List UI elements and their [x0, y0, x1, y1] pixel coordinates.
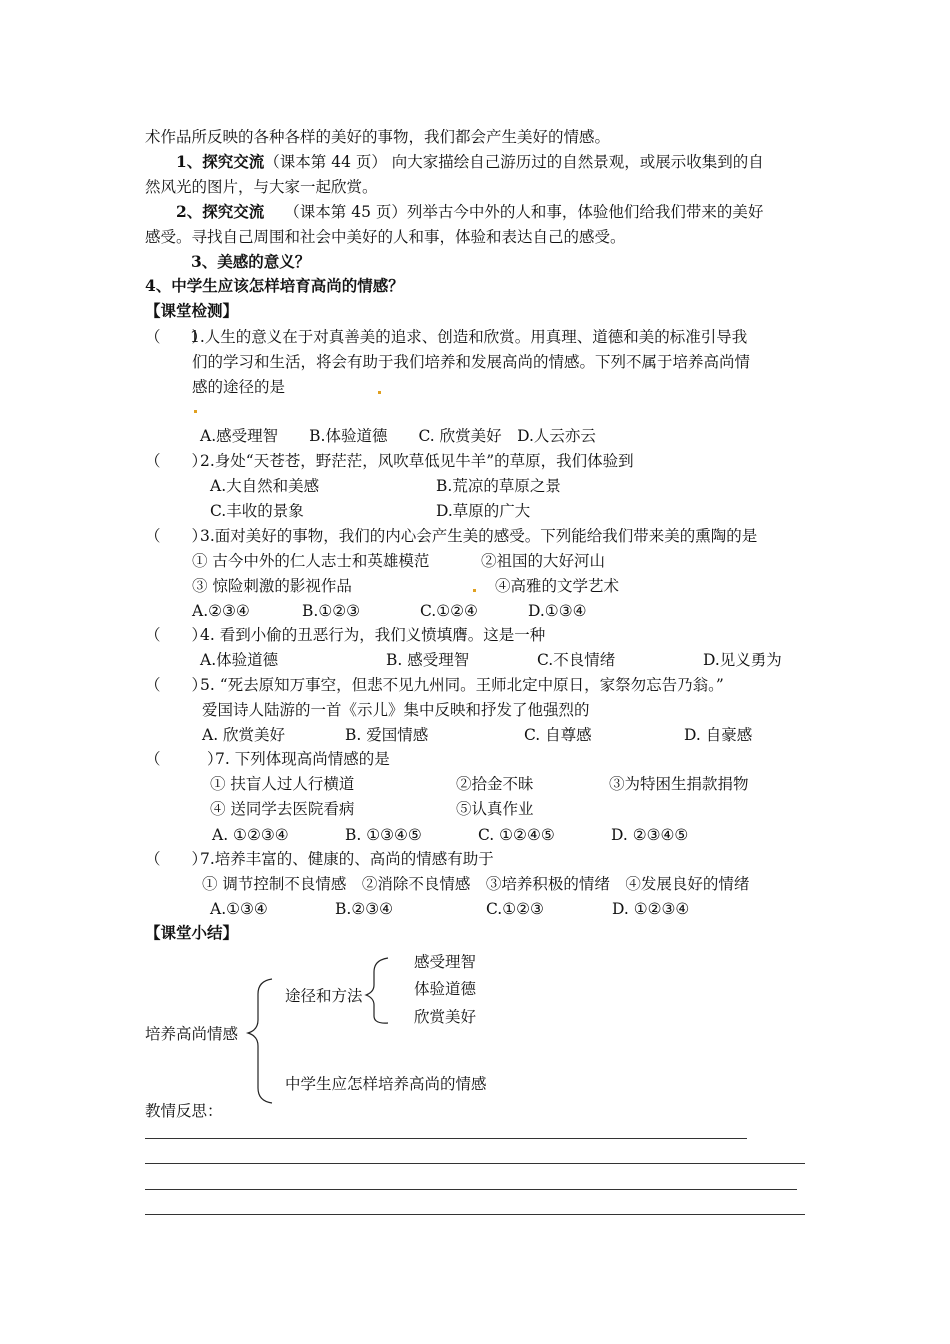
summary-leaf-morality: 体验道德 — [414, 980, 477, 998]
q5-option-b: B. 爱国情感 — [345, 726, 429, 744]
q3-option-c: C.①②④ — [420, 602, 478, 620]
reflection-label: 教情反思： — [145, 1102, 223, 1120]
q5-option-d: D. 自豪感 — [684, 726, 753, 744]
summary-branch-students: 中学生应怎样培养高尚的情感 — [285, 1075, 487, 1093]
question-aesthetic-meaning: 3、美感的意义？ — [191, 252, 311, 271]
summary-root: 培养高尚情感 — [145, 1025, 239, 1043]
q1-answer-blank[interactable]: （ ） — [145, 328, 208, 346]
q2-option-a: A.大自然和美感 — [210, 477, 320, 495]
q7-option-c: C.①②③ — [486, 900, 544, 918]
q6-stem: 7. 下列体现高尚情感的是 — [215, 750, 390, 768]
q6-option-b: B. ①③④⑤ — [345, 826, 422, 844]
q4-stem: 4. 看到小偷的丑恶行为，我们义愤填膺。这是一种 — [200, 626, 546, 644]
q5-stem-1: 5. “死去原知万事空，但悲不见九州同。王师北定中原日，家祭勿忘告乃翁。” — [200, 676, 724, 694]
q1-stem-1: 1.人生的意义在于对真善美的追求、创造和欣赏。用真理、道德和美的标准引导我 — [190, 328, 748, 346]
explore-cont-1: 然风光的图片，与大家一起欣赏。 — [145, 178, 378, 196]
q3-option-a: A.②③④ — [192, 602, 250, 620]
q6-item-4: ④ 送同学去医院看病 — [210, 800, 355, 818]
q5-option-a: A. 欣赏美好 — [202, 726, 286, 744]
q3-option-d: D.①③④ — [528, 602, 587, 620]
q5-option-c: C. 自尊感 — [524, 726, 592, 744]
q7-answer-blank[interactable]: （ ） — [145, 850, 208, 868]
q6-option-a: A. ①②③④ — [212, 826, 289, 844]
reflection-line[interactable] — [145, 1189, 797, 1190]
question-cultivate-emotion: 4、中学生应该怎样培育高尚的情感？ — [145, 276, 404, 295]
q4-option-a: A.体验道德 — [200, 651, 279, 669]
q4-answer-blank[interactable]: （ ） — [145, 626, 208, 644]
intro-line: 术作品所反映的各种各样的美好的事物，我们都会产生美好的情感。 — [145, 128, 611, 146]
summary-branch-methods: 途径和方法 — [285, 987, 363, 1005]
summary-leaf-reason: 感受理智 — [414, 953, 477, 971]
q2-option-d: D.草原的广大 — [436, 502, 531, 520]
explore-text-2: （课本第 45 页）列举古今中外的人和事，体验他们给我们带来的美好 — [284, 203, 764, 221]
q3-option-b: B.①②③ — [302, 602, 361, 620]
summary-leaf-beauty: 欣赏美好 — [414, 1008, 477, 1026]
q6-option-c: C. ①②④⑤ — [478, 826, 555, 844]
q3-stem: 3.面对美好的事物，我们的内心会产生美的感受。下列能给我们带来美的熏陶的是 — [200, 527, 758, 545]
reflection-line[interactable] — [145, 1214, 805, 1215]
q6-item-5: ⑤认真作业 — [456, 800, 534, 818]
q6-item-3: ③为特困生捐款捐物 — [609, 775, 749, 793]
q6-item-1: ① 扶盲人过人行横道 — [210, 775, 355, 793]
q4-option-d: D.见义勇为 — [703, 651, 782, 669]
q7-stem: 7.培养丰富的、健康的、高尚的情感有助于 — [200, 850, 494, 868]
q6-answer-blank[interactable]: （ ） — [145, 750, 223, 768]
q2-stem: 2.身处“天苍苍，野茫茫，风吹草低见牛羊”的草原，我们体验到 — [200, 452, 634, 470]
q3-item-3: ③ 惊险刺激的影视作品 — [192, 577, 352, 595]
q4-option-c: C.不良情绪 — [537, 651, 616, 669]
q1-stem-3: 感的途径的是 — [192, 378, 286, 396]
explore-label-2: 2、探究交流 — [176, 202, 265, 221]
q6-item-2: ②拾金不昧 — [456, 775, 534, 793]
reflection-line[interactable] — [145, 1138, 747, 1139]
q4-option-b: B. 感受理智 — [386, 651, 470, 669]
q3-item-2: ②祖国的大好河山 — [481, 552, 606, 570]
explore-text-1: （课本第 44 页） 向大家描绘自己游历过的自然景观，或展示收集到的自 — [264, 153, 764, 171]
q3-answer-blank[interactable]: （ ） — [145, 527, 208, 545]
summary-heading: 【课堂小结】 — [145, 923, 239, 942]
q7-option-a: A.①③④ — [210, 900, 268, 918]
q7-option-d: D. ①②③④ — [612, 900, 690, 918]
q7-option-b: B.②③④ — [335, 900, 394, 918]
explore-cont-2: 感受。寻找自己周围和社会中美好的人和事，体验和表达自己的感受。 — [145, 228, 626, 246]
explore-label-1: 1、探究交流 — [176, 152, 265, 171]
q3-item-4: ④高雅的文学艺术 — [495, 577, 620, 595]
q2-answer-blank[interactable]: （ ） — [145, 452, 208, 470]
q6-option-d: D. ②③④⑤ — [611, 826, 689, 844]
reflection-line[interactable] — [145, 1163, 805, 1164]
q1-options: A.感受理智 B.体验道德 C. 欣赏美好 D.人云亦云 — [200, 427, 596, 445]
q5-stem-2: 爱国诗人陆游的一首《示儿》集中反映和抒发了他强烈的 — [202, 701, 590, 719]
q3-item-1: ① 古今中外的仁人志士和英雄模范 — [192, 552, 430, 570]
q5-answer-blank[interactable]: （ ） — [145, 676, 208, 694]
q2-option-c: C.丰收的景象 — [210, 502, 304, 520]
q2-option-b: B.荒凉的草原之景 — [436, 477, 561, 495]
quiz-heading: 【课堂检测】 — [145, 301, 239, 320]
q7-items: ① 调节控制不良情感 ②消除不良情感 ③培养积极的情绪 ④发展良好的情绪 — [202, 875, 750, 893]
q1-stem-2: 们的学习和生活，将会有助于我们培养和发展高尚的情感。下列不属于培养高尚情 — [192, 353, 751, 371]
